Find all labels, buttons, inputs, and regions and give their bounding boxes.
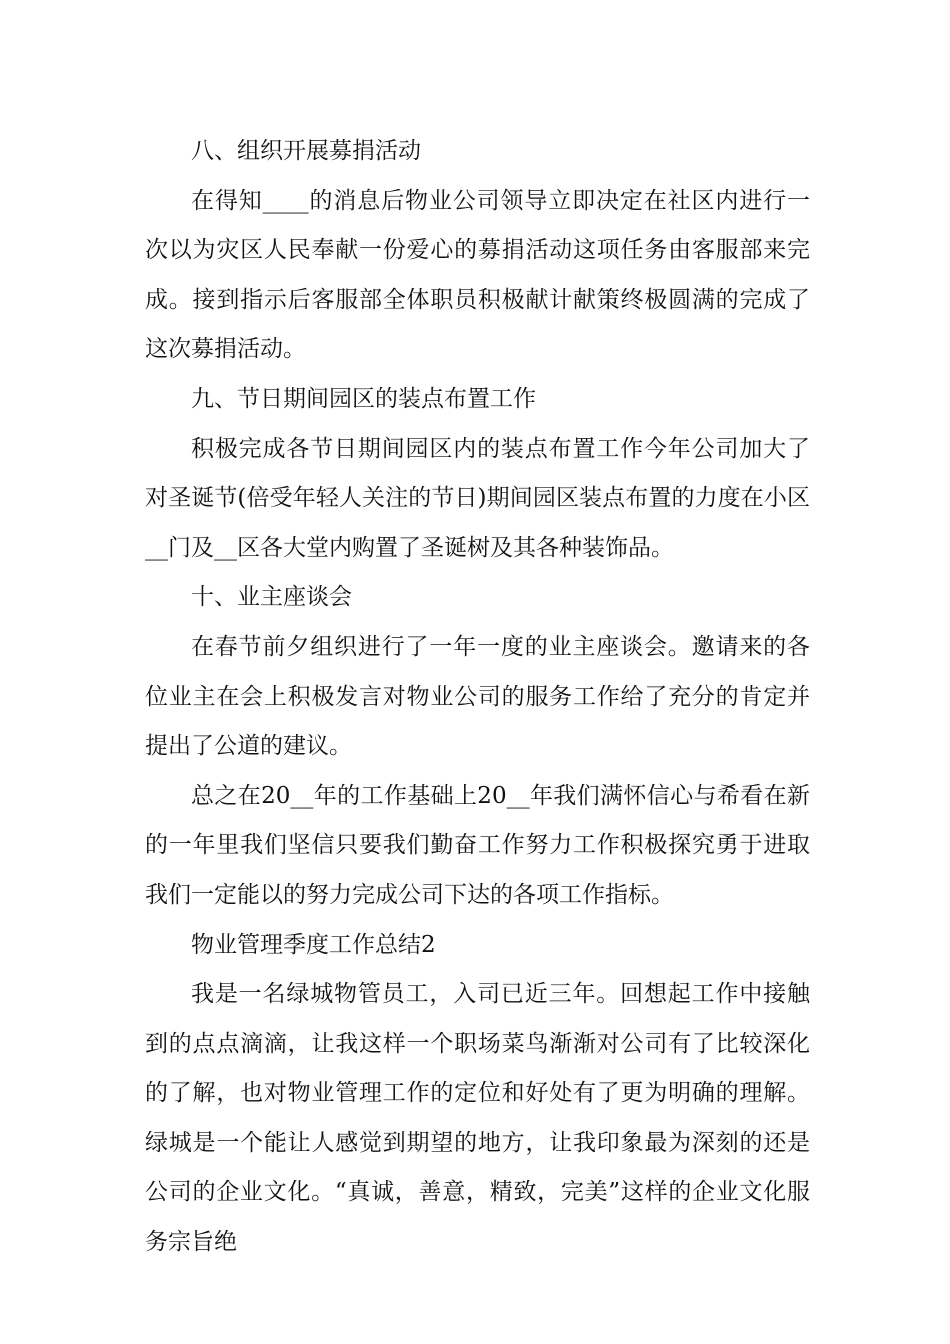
section-heading-8: 八、组织开展募捐活动	[191, 138, 421, 164]
section-heading-10: 十、业主座谈会	[191, 584, 352, 611]
paragraph-conclusion: 总之在20__年的工作基础上20__年我们满怀信心与希看在新的一年里我们坚信只要我们勤奋工作努力工作积极探究勇于进取我们一定能以的努力完成公司下达的各项工作指标。	[145, 782, 810, 908]
paragraph-decoration: 积极完成各节日期间园区内的装点布置工作今年公司加大了对圣诞节(倍受年轻人关注的节日)期间园区装点布置的力度在小区__门及__区各大堂内购置了圣诞树及其各种装饰品。	[145, 435, 810, 561]
paragraph-owner-meeting: 在春节前夕组织进行了一年一度的业主座谈会。邀请来的各位业主在会上积极发言对物业公司的服务工作给了充分的肯定并提出了公道的建议。	[145, 633, 810, 760]
section-heading-9: 九、节日期间园区的装点布置工作	[191, 385, 536, 412]
article-title-2: 物业管理季度工作总结2	[191, 931, 436, 958]
paragraph-introduction: 我是一名绿城物管员工，入司已近三年。回想起工作中接触到的点点滴滴，让我这样一个职场菜鸟渐渐对公司有了比较深化的了解，也对物业管理工作的定位和好处有了更为明确的理解。绿城是一个能让人感觉到期望的地方，让我印象最为深刻的还是公司的企业文化。“真诚，善意，精致，完美”这样的企业文化服务宗旨绝	[145, 981, 810, 1256]
paragraph-donation: 在得知____的消息后物业公司领导立即决定在社区内进行一次以为灾区人民奉献一份爱心的募捐活动这项任务由客服部来完成。接到指示后客服部全体职员积极献计献策终极圆满的完成了这次募捐活动。	[145, 187, 810, 363]
document-body	[145, 127, 810, 1268]
